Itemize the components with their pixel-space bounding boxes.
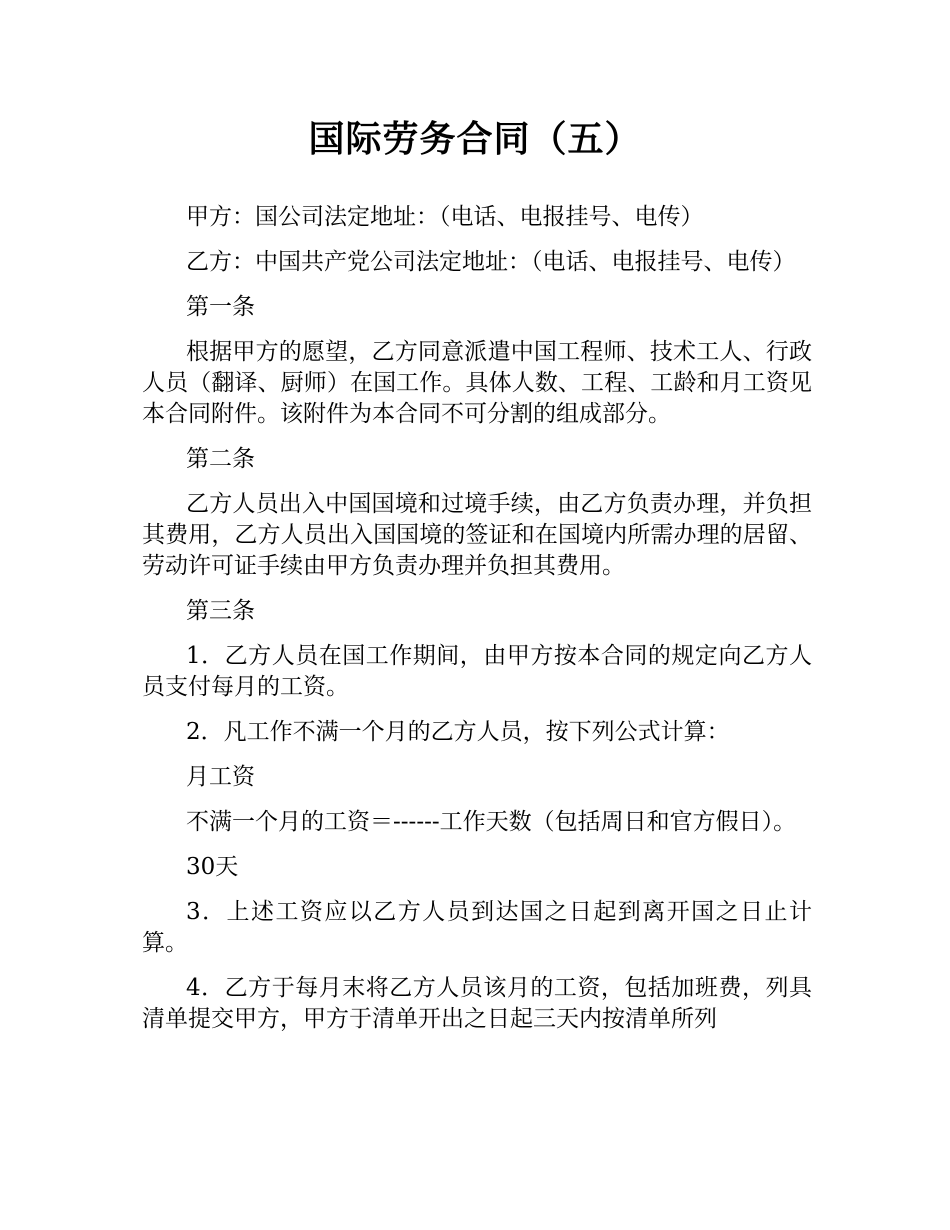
article-1-text: 根据甲方的愿望，乙方同意派遣中国工程师、技术工人、行政人员（翻译、厨师）在国工作。具体人数、工程、工龄和月工资见本合同附件。该附件为本合同不可分割的组成部分。: [142, 339, 812, 427]
article-3-clause-2: 2．凡工作不满一个月的乙方人员，按下列公式计算：: [186, 719, 730, 745]
article-3-heading: 第三条: [186, 598, 255, 624]
document-body: [142, 202, 812, 1049]
article-3-clause-4: 4．乙方于每月末将乙方人员该月的工资，包括加班费，列具清单提交甲方，甲方于清单开出之日起三天内按清单所列: [142, 975, 812, 1032]
document-title: 国际劳务合同（五）: [308, 119, 642, 160]
party-b-line: 乙方：中国共产党公司法定地址：（电话、电报挂号、电传）: [186, 249, 796, 275]
formula-line: 不满一个月的工资＝------工作天数（包括周日和官方假日）。: [186, 809, 797, 835]
party-a-line: 甲方：国公司法定地址：（电话、电报挂号、电传）: [186, 204, 704, 230]
formula-numerator: 月工资: [186, 764, 255, 790]
article-3-clause-1: 1．乙方人员在国工作期间，由甲方按本合同的规定向乙方人员支付每月的工资。: [142, 643, 812, 700]
article-3-clause-3: 3．上述工资应以乙方人员到达国之日起到离开国之日止计算。: [142, 899, 812, 956]
article-1-heading: 第一条: [186, 294, 255, 320]
formula-denominator: 30天: [186, 854, 239, 880]
article-2-text: 乙方人员出入中国国境和过境手续，由乙方负责办理，并负担其费用，乙方人员出入国国境的签证和在国境内所需办理的居留、劳动许可证手续由甲方负责办理并负担其费用。: [142, 491, 812, 579]
article-2-heading: 第二条: [186, 446, 255, 472]
